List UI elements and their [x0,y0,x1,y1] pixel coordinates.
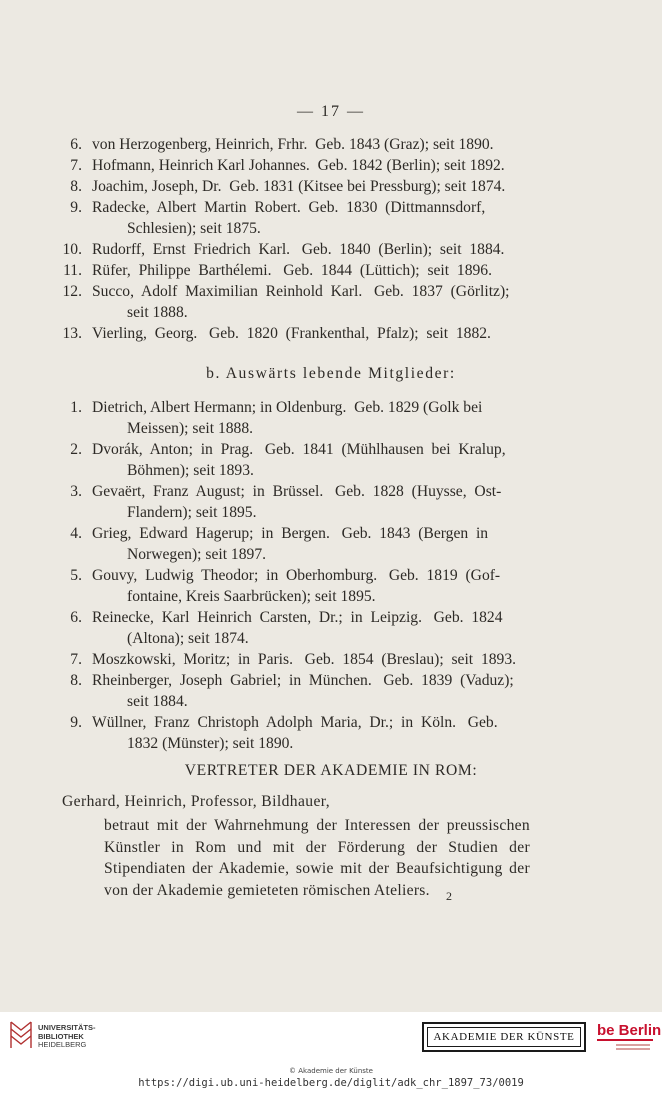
list-item-continuation: 1832 (Münster); seit 1890. [127,735,294,752]
akademie-der-kuenste-logo[interactable] [422,1022,586,1052]
list-item-text: Succo, Adolf Maximilian Reinhold Karl. Geb. 1837 (Görlitz); [92,283,510,300]
uni-name-line: HEIDELBERG [38,1040,87,1049]
list-item [60,323,528,344]
list-item-text: Moszkowski, Moritz; in Paris. Geb. 1854 (Breslau); seit 1893. [92,651,517,668]
list-item [60,649,528,670]
list-item [60,176,528,197]
list-item-continuation: Flandern); seit 1895. [127,504,257,521]
list-item-text: Vierling, Georg. Geb. 1820 (Frankenthal, Pfalz); seit 1882. [92,325,491,342]
member-list-auswaerts [60,397,528,754]
source-url-link[interactable]: https://digi.ub.uni-heidelberg.de/diglit/adk_chr_1897_73/0019 [138,1077,524,1089]
list-item [60,134,528,155]
list-item [60,523,528,565]
list-item-continuation: fontaine, Kreis Saarbrücken); seit 1895. [127,588,376,605]
uni-name-line: BIBLIOTHEK [38,1031,84,1041]
list-item-text: Rüfer, Philippe Barthélemi. Geb. 1844 (Lüttich); seit 1896. [92,262,492,279]
signature-mark: 2 [446,889,452,903]
list-item-number: 1. [70,399,82,416]
list-item-text: Radecke, Albert Martin Robert. Geb. 1830 (Dittmannsdorf, [92,199,486,216]
list-item [60,670,528,712]
list-item-text: Hofmann, Heinrich Karl Johannes. Geb. 1842 (Berlin); seit 1892. [92,157,505,174]
list-item-text: von Herzogenberg, Heinrich, Frhr. Geb. 1843 (Graz); seit 1890. [92,136,494,153]
member-list-local [60,134,528,344]
list-item-number: 2. [70,441,82,458]
list-item-number: 10. [62,241,82,258]
list-item-continuation: Norwegen); seit 1897. [127,546,267,563]
list-item-continuation: seit 1888. [127,304,188,321]
university-library-logo-icon[interactable] [8,1018,34,1052]
uni-name-line: UNIVERSITÄTS- [38,1023,96,1032]
list-item [60,197,528,239]
list-item-continuation: Böhmen); seit 1893. [127,462,254,479]
section-heading-rom: VERTRETER DER AKADEMIE IN ROM: [184,762,478,779]
list-item-number: 13. [62,325,82,342]
berlin-logo-smallprint [616,1048,650,1050]
list-item-number: 8. [70,178,82,195]
list-item-continuation: (Altona); seit 1874. [127,630,249,647]
section-heading-auswaerts: b. Auswärts lebende Mitglieder: [206,365,456,382]
berlin-logo-rule [597,1039,653,1041]
copyright-credit: © Akademie der Künste [289,1067,373,1075]
university-library-name [38,1024,96,1050]
list-item-text: Wüllner, Franz Christoph Adolph Maria, Dr.; in Köln. Geb. [92,714,498,731]
list-item [60,155,528,176]
list-item-number: 7. [70,157,82,174]
page-number: — 17 — [297,103,365,120]
list-item [60,565,528,607]
list-item-number: 8. [70,672,82,689]
list-item-number: 5. [70,567,82,584]
list-item-continuation: Schlesien); seit 1875. [127,220,261,237]
list-item-text: Reinecke, Karl Heinrich Carsten, Dr.; in Leipzig. Geb. 1824 [92,609,503,626]
be-berlin-logo-text: be Berlin [597,1022,662,1039]
rom-representative-description: betraut mit der Wahrnehmung der Interessen der preussischen Künstler in Rom und mit der Förderung der Studien der Stipendiaten der Akademie, sowie mit der Beaufsichtigung der von der Akademie gemieteten römischen Ateliers. [104,817,530,899]
list-item [60,260,528,281]
list-item-text: Rheinberger, Joseph Gabriel; in München. Geb. 1839 (Vaduz); [92,672,514,689]
list-item-continuation: seit 1884. [127,693,188,710]
list-item-text: Grieg, Edward Hagerup; in Bergen. Geb. 1843 (Bergen in [92,525,489,542]
akademie-logo-label: AKADEMIE DER KÜNSTE [427,1027,581,1047]
list-item [60,397,528,439]
be-berlin-logo-icon[interactable] [596,1020,662,1056]
list-item-text: Joachim, Joseph, Dr. Geb. 1831 (Kitsee bei Pressburg); seit 1874. [92,178,506,195]
list-item-number: 12. [62,283,82,300]
list-item-text: Rudorff, Ernst Friedrich Karl. Geb. 1840 (Berlin); seit 1884. [92,241,505,258]
list-item-text: Gevaërt, Franz August; in Brüssel. Geb. 1828 (Huysse, Ost- [92,483,502,500]
list-item-continuation: Meissen); seit 1888. [127,420,254,437]
berlin-logo-smallprint [616,1044,650,1046]
list-item-number: 6. [70,136,82,153]
list-item-number: 9. [70,199,82,216]
list-item [60,712,528,754]
list-item-text: Gouvy, Ludwig Theodor; in Oberhomburg. Geb. 1819 (Gof- [92,567,501,584]
list-item [60,607,528,649]
list-item-text: Dvorák, Anton; in Prag. Geb. 1841 (Mühlhausen bei Kralup, [92,441,506,458]
rom-representative-name: Gerhard, Heinrich, Professor, Bildhauer, [62,793,331,810]
list-item-number: 7. [70,651,82,668]
list-item-number: 9. [70,714,82,731]
list-item-number: 11. [63,262,82,279]
list-item [60,281,528,323]
list-item [60,239,528,260]
list-item [60,481,528,523]
list-item-number: 6. [70,609,82,626]
list-item-number: 4. [70,525,82,542]
list-item-number: 3. [70,483,82,500]
list-item [60,439,528,481]
list-item-text: Dietrich, Albert Hermann; in Oldenburg. Geb. 1829 (Golk bei [92,399,483,416]
